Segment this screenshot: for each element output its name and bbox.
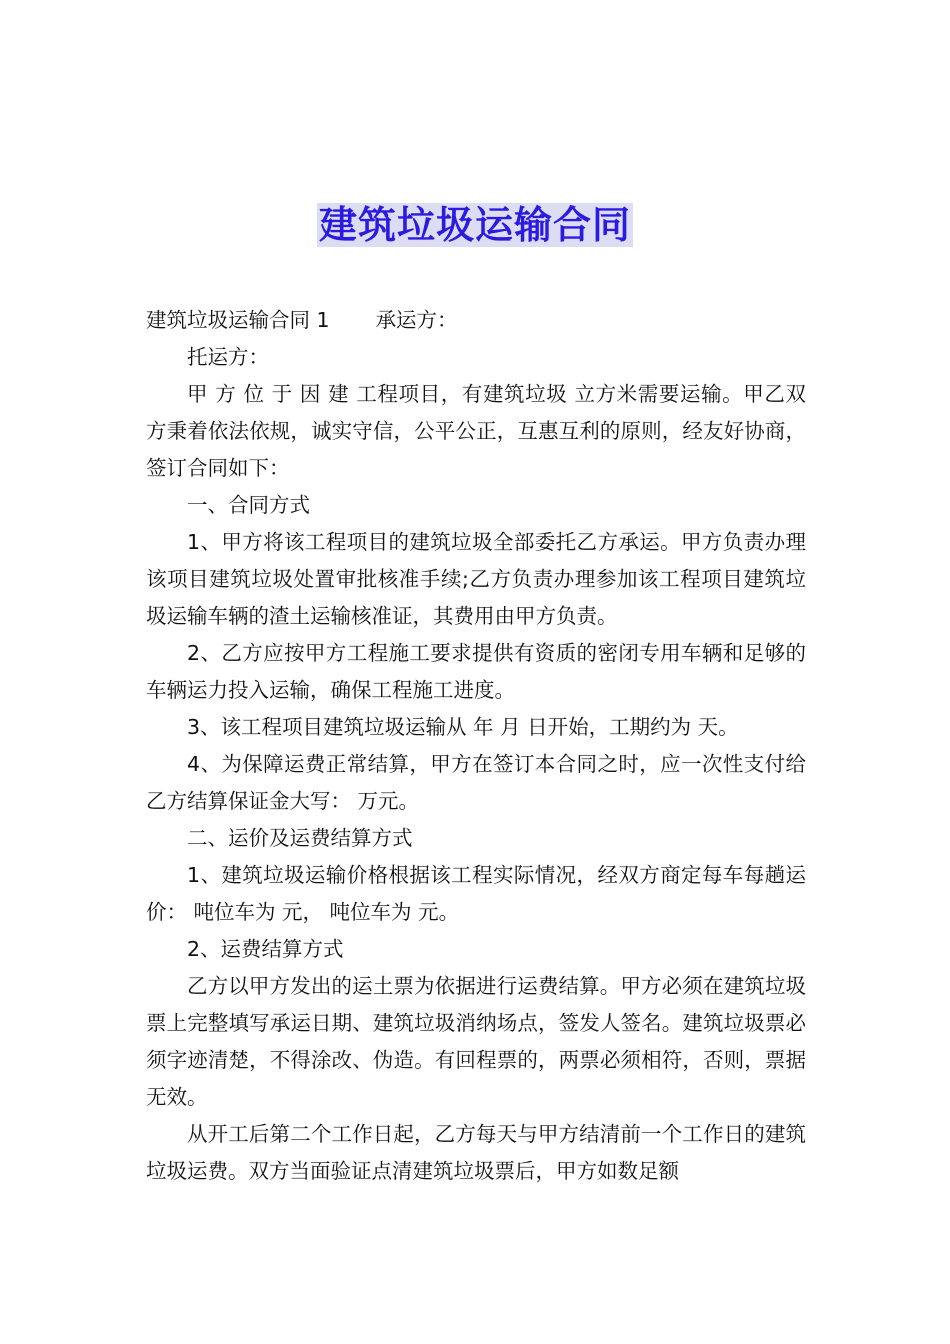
document-body <box>146 302 806 1190</box>
document-title <box>0 201 950 249</box>
paragraph: 乙方以甲方发出的运土票为依据进行运费结算。甲方必须在建筑垃圾票上完整填写承运日期、建筑垃圾消纳场点，签发人签名。建筑垃圾票必须字迹清楚，不得涂改、伪造。有回程票的，两票必须相符，否则，票据无效。 <box>146 974 806 1109</box>
paragraph: 2、运费结算方式 <box>187 937 344 961</box>
paragraph: 4、为保障运费正常结算，甲方在签订本合同之时，应一次性支付给乙方结算保证金大写： 万元。 <box>146 752 806 813</box>
paragraph: 从开工后第二个工作日起，乙方每天与甲方结清前一个工作日的建筑垃圾运费。双方当面验证点清建筑垃圾票后，甲方如数足额 <box>146 1122 806 1183</box>
paragraph: 3、该工程项目建筑垃圾运输从 年 月 日开始，工期约为 天。 <box>187 715 739 739</box>
section-heading: 二、运价及运费结算方式 <box>187 826 413 850</box>
paragraph: 2、乙方应按甲方工程施工要求提供有资质的密闭专用车辆和足够的车辆运力投入运输，确保工程施工进度。 <box>146 641 806 702</box>
section-heading: 一、合同方式 <box>187 493 310 517</box>
paragraph: 1、甲方将该工程项目的建筑垃圾全部委托乙方承运。甲方负责办理该项目建筑垃圾处置审批核准手续;乙方负责办理参加该工程项目建筑垃圾运输车辆的渣土运输核准证，其费用由甲方负责。 <box>146 530 806 628</box>
carrier-label: 承运方： <box>375 308 458 332</box>
paragraph: 1、建筑垃圾运输价格根据该工程实际情况，经双方商定每车每趟运价： 吨位车为 元， 吨位车为 元。 <box>146 863 806 924</box>
contract-heading-line <box>146 302 806 339</box>
contract-number-label: 建筑垃圾运输合同 1 <box>146 308 330 332</box>
document-title-text: 建筑垃圾运输合同 <box>318 203 631 248</box>
paragraph: 甲 方 位 于 因 建 工程项目，有建筑垃圾 立方米需要运输。甲乙双方秉着依法依规，诚实守信，公平公正，互惠互利的原则，经友好协商，签订合同如下： <box>146 382 806 480</box>
paragraph: 托运方： <box>187 345 269 369</box>
